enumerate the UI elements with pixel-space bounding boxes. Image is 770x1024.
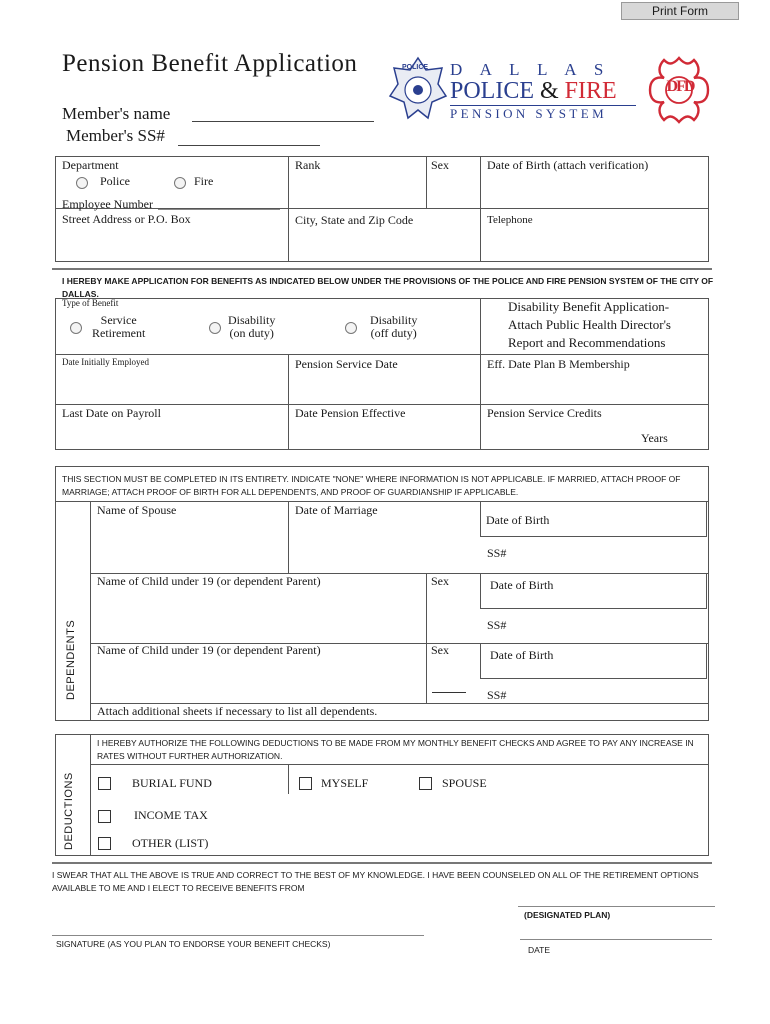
- spouse-dob-label: Date of Birth: [486, 513, 550, 527]
- member-ss-field[interactable]: [178, 128, 320, 146]
- child1-sex-label: Sex: [431, 574, 449, 588]
- child1-dob-label: Date of Birth: [490, 578, 554, 592]
- disability-off-duty-label: Disability (off duty): [370, 313, 418, 340]
- child2-sex-label: Sex: [431, 643, 449, 657]
- child2-name-label: Name of Child under 19 (or dependent Parent): [97, 643, 321, 657]
- other-list-checkbox[interactable]: [98, 837, 111, 850]
- date-pension-effective-label: Date Pension Effective: [295, 406, 406, 420]
- child2-dob-label: Date of Birth: [490, 648, 554, 662]
- city-state-zip-label: City, State and Zip Code: [295, 213, 414, 227]
- fire-monogram: DFD: [666, 78, 694, 95]
- department-label: Department: [62, 158, 119, 172]
- rank-label: Rank: [295, 158, 321, 172]
- telephone-label: Telephone: [487, 214, 533, 226]
- member-name-field[interactable]: [192, 104, 374, 122]
- deductions-side-label: DEDUCTIONS: [63, 772, 75, 850]
- dependents-side-label: DEPENDENTS: [65, 619, 77, 700]
- print-form-button[interactable]: Print Form: [621, 2, 739, 20]
- disability-off-duty-radio[interactable]: [345, 322, 357, 334]
- pension-service-credits-label: Pension Service Credits: [487, 406, 602, 420]
- spouse-label: SPOUSE: [442, 776, 487, 790]
- page-title: Pension Benefit Application: [62, 50, 358, 77]
- burial-fund-label: BURIAL FUND: [132, 776, 212, 790]
- disability-on-duty-label: Disability (on duty): [228, 313, 276, 340]
- member-ss-label: Member's SS#: [66, 126, 165, 145]
- logo-police-fire: [450, 77, 617, 105]
- child1-name-label: Name of Child under 19 (or dependent Parent): [97, 574, 321, 588]
- myself-checkbox[interactable]: [299, 777, 312, 790]
- logo-fire: FIRE: [564, 78, 617, 104]
- dob-label: Date of Birth (attach verification): [487, 158, 649, 172]
- fire-label: Fire: [194, 174, 214, 188]
- signature-label: SIGNATURE (AS YOU PLAN TO ENDORSE YOUR BENEFIT CHECKS): [56, 939, 331, 949]
- child1-ss-label: SS#: [487, 618, 507, 632]
- myself-label: MYSELF: [321, 776, 369, 790]
- dependents-notice: THIS SECTION MUST BE COMPLETED IN ITS ENTIRETY. INDICATE "NONE" WHERE INFORMATION IS NOT APPLICABLE. IF MARRIED, ATTACH PROOF OF MARRIAGE; ATTACH PROOF OF BIRTH FOR ALL DEPENDENTS, AND PROOF OF GUARDIANSHIP IF APPLICABLE.: [62, 474, 681, 497]
- oath-statement: I SWEAR THAT ALL THE ABOVE IS TRUE AND CORRECT TO THE BEST OF MY KNOWLEDGE. I HAVE BEEN COUNSELED ON ALL OF THE RETIREMENT OPTIONS AVAILABLE TO ME AND I ELECT TO RECEIVE BENEFITS FROM: [52, 870, 699, 893]
- application-declaration: I HEREBY MAKE APPLICATION FOR BENEFITS AS INDICATED BELOW UNDER THE PROVISIONS OF THE POLICE AND FIRE PENSION SYSTEM OF THE CITY OF DALLAS.: [62, 276, 714, 299]
- pension-service-date-label: Pension Service Date: [295, 357, 398, 371]
- dallas-police-fire-logo: [388, 56, 720, 126]
- eff-date-plan-b-label: Eff. Date Plan B Membership: [487, 357, 630, 371]
- fire-radio[interactable]: [174, 177, 186, 189]
- child2-ss-label: SS#: [487, 688, 507, 702]
- sex-label: Sex: [431, 158, 449, 172]
- last-date-payroll-label: Last Date on Payroll: [62, 406, 161, 420]
- designated-plan-label: (DESIGNATED PLAN): [524, 910, 611, 920]
- logo-police: POLICE: [450, 78, 534, 104]
- date-of-marriage-label: Date of Marriage: [295, 503, 378, 517]
- logo-pension-system: PENSION SYSTEM: [450, 106, 608, 121]
- police-label: Police: [100, 174, 130, 188]
- years-label: Years: [641, 431, 668, 445]
- type-of-benefit-label: Type of Benefit: [62, 298, 119, 308]
- spouse-checkbox[interactable]: [419, 777, 432, 790]
- disability-application-note: Disability Benefit Application- Attach Public Health Director's Report and Recommendations: [508, 299, 671, 350]
- date-label: DATE: [528, 945, 551, 955]
- income-tax-checkbox[interactable]: [98, 810, 111, 823]
- disability-on-duty-radio[interactable]: [209, 322, 221, 334]
- burial-fund-checkbox[interactable]: [98, 777, 111, 790]
- income-tax-label: INCOME TAX: [134, 808, 208, 822]
- date-initially-employed-label: Date Initially Employed: [62, 357, 149, 367]
- service-retirement-radio[interactable]: [70, 322, 82, 334]
- deductions-authorization: I HEREBY AUTHORIZE THE FOLLOWING DEDUCTIONS TO BE MADE FROM MY MONTHLY BENEFIT CHECKS AND AGREE TO PAY ANY INCREASE IN RATES WITHOUT FURTHER AUTHORIZATION.: [97, 738, 694, 761]
- other-list-label: OTHER (LIST): [132, 836, 209, 850]
- attach-sheets-note: Attach additional sheets if necessary to list all dependents.: [97, 704, 378, 718]
- member-name-label: Member's name: [62, 104, 171, 123]
- logo-dallas: D A L L A S: [450, 60, 611, 79]
- street-address-label: Street Address or P.O. Box: [62, 212, 191, 226]
- logo-amp: &: [540, 78, 559, 104]
- badge-text: POLICE: [402, 64, 429, 71]
- spouse-name-label: Name of Spouse: [97, 503, 177, 517]
- police-radio[interactable]: [76, 177, 88, 189]
- spouse-ss-label: SS#: [487, 546, 507, 560]
- employee-number-label: Employee Number: [62, 197, 153, 211]
- service-retirement-label: Service Retirement: [92, 313, 146, 340]
